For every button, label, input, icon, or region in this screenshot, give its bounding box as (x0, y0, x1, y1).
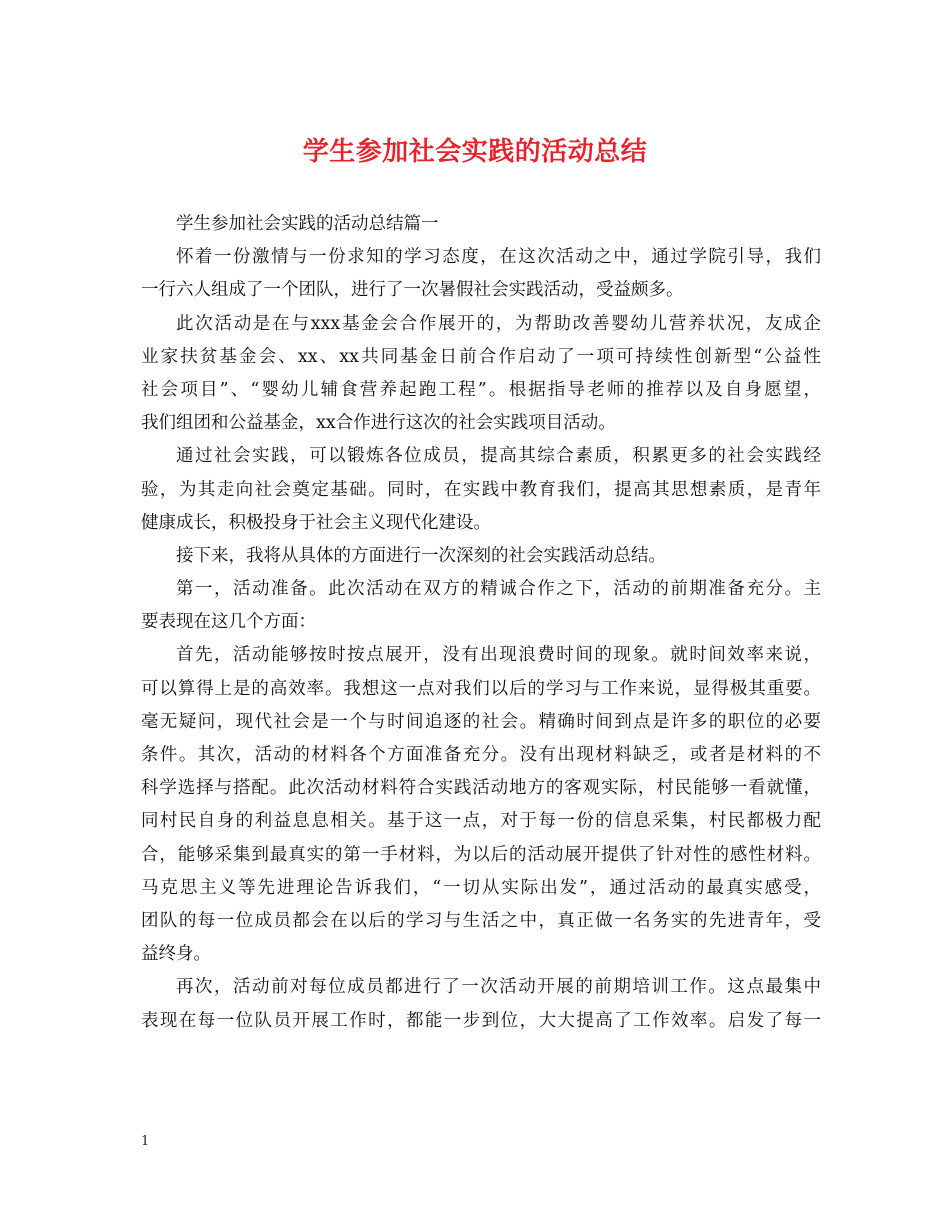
text-line: 此次活动是在与xxx基金会合作展开的，为帮助改善婴幼儿营养状况，友成企 (176, 313, 821, 334)
text-line: 一行六人组成了一个团队，进行了一次暑假社会实践活动，受益颇多。 (141, 280, 684, 301)
text-line: 科学选择与搭配。此次活动材料符合实践活动地方的客观实际，村民能够一看就懂， (141, 778, 821, 799)
text-line: 再次，活动前对每位成员都进行了一次活动开展的前期培训工作。这点最集中 (176, 977, 821, 998)
text-line: 合，能够采集到最真实的第一手材料，为以后的活动展开提供了针对性的感性材料。 (141, 844, 821, 865)
text-line: 毫无疑问，现代社会是一个与时间追逐的社会。精确时间到点是许多的职位的必要 (141, 711, 821, 732)
text-line: 学生参加社会实践的活动总结篇一 (176, 214, 439, 234)
text-line: 团队的每一位成员都会在以后的学习与生活之中，真正做一名务实的先进青年，受 (141, 910, 821, 931)
document-body (141, 208, 821, 1038)
document-title: 学生参加社会实践的活动总结 (302, 137, 648, 167)
page-number: 1 (141, 1134, 150, 1149)
text-line: 健康成长，积极投身于社会主义现代化建设。 (141, 512, 491, 533)
text-line: 验，为其走向社会奠定基础。同时，在实践中教育我们，提高其思想素质，是青年 (141, 479, 821, 500)
text-line: 同村民自身的利益息息相关。基于这一点，对于每一份的信息采集，村民都极力配 (141, 811, 821, 832)
text-line: 条件。其次，活动的材料各个方面准备充分。没有出现材料缺乏，或者是材料的不 (141, 745, 821, 765)
text-line: 怀着一份激情与一份求知的学习态度，在这次活动之中，通过学院引导，我们 (176, 247, 821, 268)
text-line: 我们组团和公益基金，xx合作进行这次的社会实践项目活动。 (141, 413, 616, 434)
text-line: 益终身。 (141, 944, 211, 965)
text-line: 业家扶贫基金会、xx、xx共同基金日前合作启动了一项可持续性创新型“公益性 (141, 346, 821, 367)
text-line: 可以算得上是的高效率。我想这一点对我们以后的学习与工作来说，显得极其重要。 (141, 678, 821, 699)
text-line: 要表现在这几个方面： (141, 612, 316, 633)
text-line: 通过社会实践，可以锻炼各位成员，提高其综合素质，积累更多的社会实践经 (176, 446, 821, 467)
text-line: 第一，活动准备。此次活动在双方的精诚合作之下，活动的前期准备充分。主 (176, 579, 821, 600)
text-line: 接下来，我将从具体的方面进行一次深刻的社会实践活动总结。 (176, 545, 666, 566)
text-line: 表现在每一位队员开展工作时，都能一步到位，大大提高了工作效率。启发了每一 (141, 1010, 821, 1031)
text-line: 马克思主义等先进理论告诉我们，“一切从实际出发”，通过活动的最真实感受， (141, 877, 821, 898)
text-line: 首先，活动能够按时按点展开，没有出现浪费时间的现象。就时间效率来说， (176, 645, 821, 666)
text-line: 社会项目”、“婴幼儿辅食营养起跑工程”。根据指导老师的推荐以及自身愿望， (141, 379, 821, 400)
